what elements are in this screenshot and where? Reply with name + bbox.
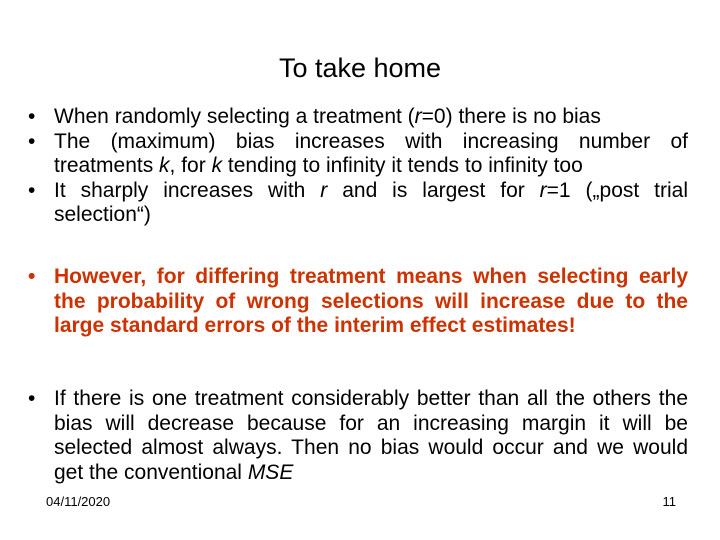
bullet-text-segment: It sharply increases with (54, 178, 321, 202)
slide-title: To take home (278, 53, 442, 83)
bullet-text-segment: r (539, 178, 547, 202)
bullet-text-segment: =1 („post trial selection“) (54, 178, 688, 226)
footer-date: 04/11/2020 (46, 494, 111, 509)
bullet-dot-icon: • (28, 129, 36, 153)
bullet-text-segment: If there is one treatment considerably better than all the others the bias will decrease because for an increasing margin it will be selected almost always. Then no bias would occur and we would get the conventional (54, 387, 688, 484)
bullet-list-emphasis (28, 265, 688, 339)
bullet-item (28, 105, 688, 130)
bullet-dot-icon: • (28, 387, 36, 410)
bullet-dot-icon: • (28, 178, 36, 202)
bullet-text-segment: and is largest for (327, 178, 540, 202)
bullet-item (28, 387, 688, 485)
bullet-item (28, 130, 688, 179)
bullet-item (28, 179, 688, 228)
bullet-list-main (28, 105, 688, 228)
bullet-text-segment: r (414, 105, 422, 128)
bullet-dot-icon: • (28, 265, 36, 288)
bullet-text-segment: k (159, 154, 170, 177)
bullet-text-segment: The (maximum) bias increases with increasing number of treatments (54, 129, 688, 177)
bullet-dot-icon: • (28, 105, 36, 128)
bullet-text-segment: =0) there is no bias (421, 105, 601, 128)
bullet-text-segment: tending to infinity it tends to infinity too (222, 154, 583, 177)
bullet-text-segment: MSE (247, 460, 294, 484)
bullet-text-segment: When randomly selecting a treatment ( (54, 105, 415, 128)
bullet-list-closing (28, 387, 688, 485)
bullet-text-segment: r (320, 178, 328, 202)
bullet-text-segment: , for (169, 154, 212, 177)
footer-page-number: 11 (662, 494, 676, 509)
bullet-text-segment: However, for differing treatment means when selecting early the probability of wrong selections will increase due to the large standard errors of the interim effect estimates! (54, 265, 688, 337)
bullet-text-segment: k (211, 154, 223, 177)
bullet-item (28, 265, 688, 339)
